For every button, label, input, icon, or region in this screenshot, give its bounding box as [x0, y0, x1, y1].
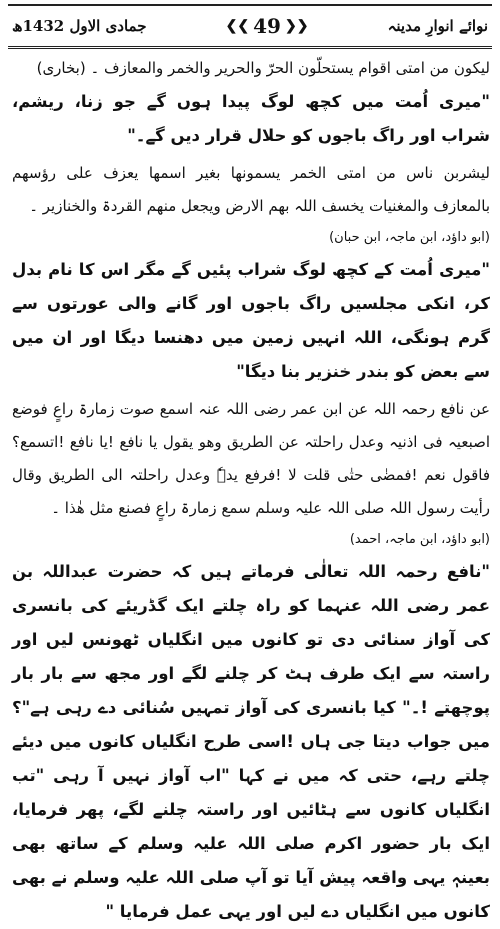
issue-date: جمادی الاول 1432ھ: [12, 17, 147, 35]
hadith-arabic-3: عن نافع رحمہ اللہ عن ابن عمر رضی اللہ عنہ اسمع صوت زمارۃ راعٍ فوضع اصبعیہ فی اذنیہ وعدل راحلتہ عن الطریق وھو یقول یا نافع !یا نافع !اتسمع؟ فاقول نعم !فمضٰی حتٰی قلت لا !فرفع یدہٗ وعدل راحلتہ الی الطریق وقال رأیت رسول اللہ صلی اللہ علیہ وسلم سمع زمارۃ راعٍ فصنع مثل ھٰذا ۔: [12, 400, 490, 517]
page-header: [8, 4, 492, 49]
hadith-reference-2: (ابو داؤد، ابن ماجہ، ابن حبان): [329, 230, 490, 245]
page-number: [226, 14, 309, 38]
page-number-value: 49: [253, 14, 281, 38]
ornament-left-icon: ❮❮: [284, 18, 309, 34]
hadith-translation-2: "میری اُمت کے کچھ لوگ شراب پئیں گے مگر اس کا نام بدل کر، انکی مجلسیں راگ باجوں اور گانے والی عورتوں سے گرم ہونگی، اللہ انہیں زمین میں دھنسا دیگا اور ان میں سے بعض کو بندر خنزیر بنا دیگا": [12, 260, 490, 381]
hadith-translation-3: "نافع رحمہ اللہ تعالٰی فرماتے ہیں کہ حضرت عبداللہ بن عمر رضی اللہ عنہما کو راہ چلتے ایک گڈریئے کی بانسری کی آواز سنائی دی تو کانوں میں انگلیاں ٹھونس لیں اور راستہ سے ایک طرف ہٹ کر چلنے لگے اور مجھ سے بار بار پوچھتے !۔" کیا بانسری کی آواز تمہیں سُنائی دے رہی ہے"؟ میں جواب دیتا جی ہاں !اسی طرح انگلیاں کانوں میں دیئے چلتے رہے، حتی کہ میں نے کہا "اب آواز نہیں آ رہی "تب انگلیاں کانوں سے ہٹائیں اور راستہ چلنے لگے، پھر فرمایا، ایک بار حضور اکرم صلی اللہ علیہ وسلم کے ساتھ بھی بعینہٖ یہی واقعہ پیش آیا تو آپ صلی اللہ علیہ وسلم نے بھی کانوں میں انگلیاں دے لیں اور یہی عمل فرمایا ": [12, 562, 490, 921]
hadith-translation-1: "میری اُمت میں کچھ لوگ پیدا ہوں گے جو زنا، ریشم، شراب اور راگ باجوں کو حلال قرار دیں گے۔": [12, 92, 490, 145]
magazine-title: نوائے انوارِ مدینہ: [387, 17, 488, 35]
hadith-arabic-2: لیشربن ناس من امتی الخمر یسمونھا بغیر اسمھا یعزف علی رؤسھم بالمعازف والمغنیات یخسف اللہ بھم الارض ویجعل منھم القردۃ والخنازیر ۔: [12, 164, 490, 215]
hadith-arabic-1: لیکون من امتی اقوام یستحلّون الحرّ والحریر والخمر والمعازف ۔ (بخاری): [36, 59, 490, 77]
hadith-reference-3: (ابو داؤد، ابن ماجہ، احمد): [349, 532, 490, 547]
ornament-right-icon: ❯❯: [225, 18, 250, 34]
article-body: [12, 52, 490, 921]
